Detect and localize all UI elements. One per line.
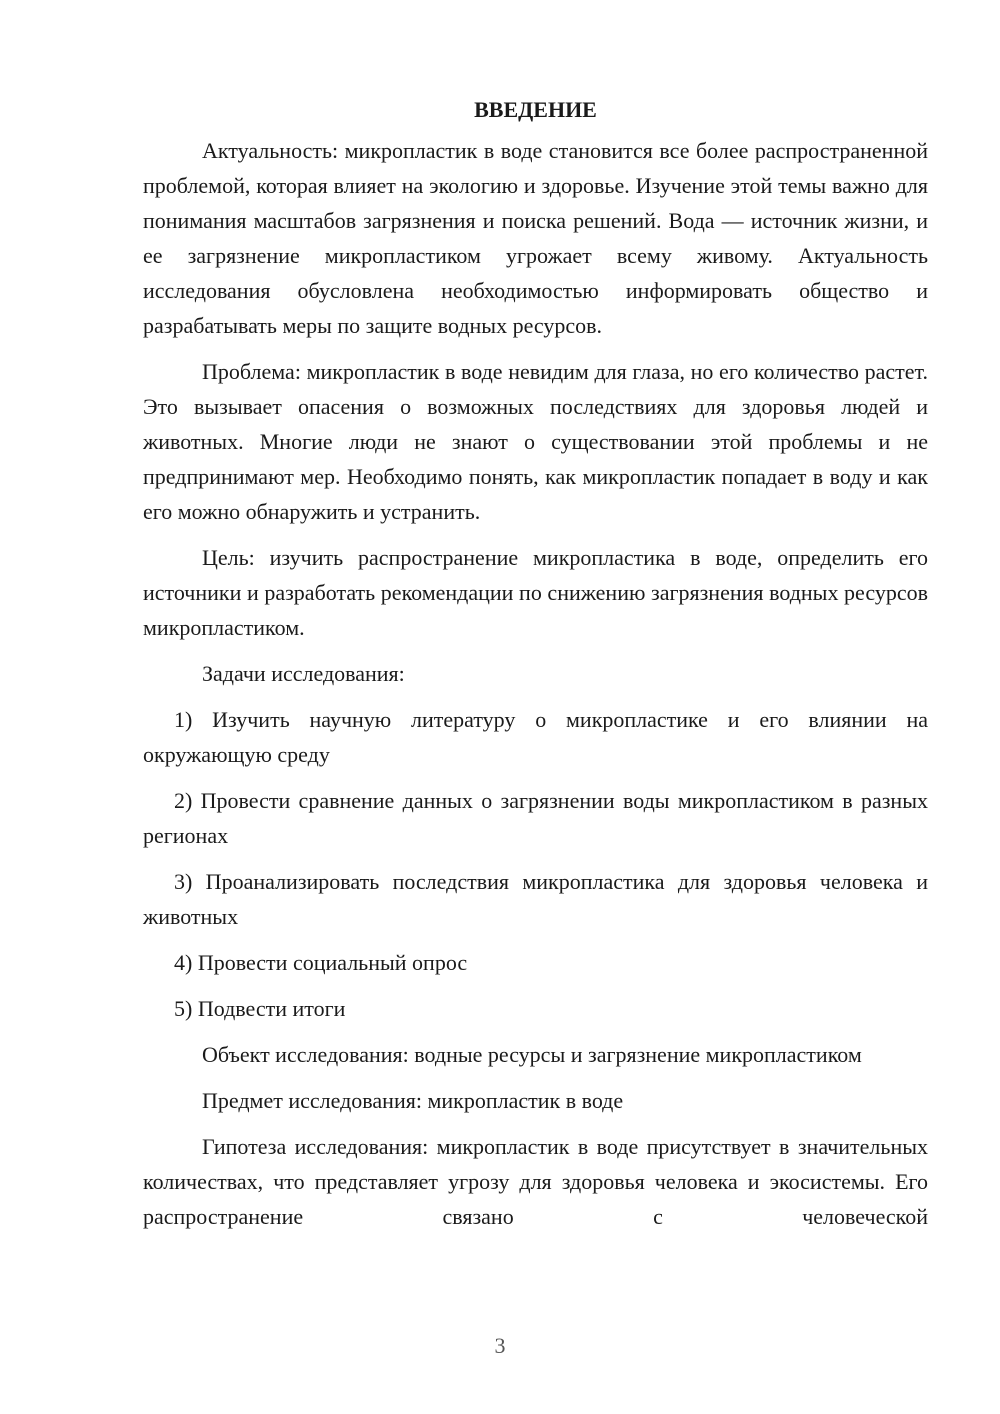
paragraph-subject: Предмет исследования: микропластик в воде bbox=[202, 1088, 624, 1113]
paragraph-hypothesis: Гипотеза исследования: микропластик в воде присутствует в значительных количествах, что представляет угрозу для здоровья человека и экосистемы. Его распространение связано с человеческой bbox=[143, 1134, 928, 1229]
tasks-heading: Задачи исследования: bbox=[202, 661, 405, 686]
paragraph-problem: Проблема: микропластик в воде невидим для глаза, но его количество растет. Это вызывает опасения о возможных последствиях для здоровья людей и животных. Многие люди не знают о существовании этой проблемы и не предпринимают мер. Необходимо понять, как микропластик попадает в воду и как его можно обнаружить и устранить. bbox=[143, 359, 928, 524]
task-item-3: 3) Проанализировать последствия микропластика для здоровья человека и животных bbox=[143, 869, 928, 929]
task-item-4: 4) Провести социальный опрос bbox=[174, 950, 468, 975]
paragraph-object: Объект исследования: водные ресурсы и загрязнение микропластиком bbox=[202, 1042, 862, 1067]
paragraph-goal: Цель: изучить распространение микропластика в воде, определить его источники и разработать рекомендации по снижению загрязнения водных ресурсов микропластиком. bbox=[143, 545, 928, 640]
section-heading: ВВЕДЕНИЕ bbox=[474, 97, 597, 122]
task-item-5: 5) Подвести итоги bbox=[174, 996, 346, 1021]
task-item-1: 1) Изучить научную литературу о микропластике и его влиянии на окружающую среду bbox=[143, 707, 928, 767]
paragraph-relevance: Актуальность: микропластик в воде становится все более распространенной проблемой, которая влияет на экологию и здоровье. Изучение этой темы важно для понимания масштабов загрязнения и поиска решений. Вода — источник жизни, и ее загрязнение микропластиком угрожает всему живому. Актуальность исследования обусловлена необходимостью информировать общество и разрабатывать меры по защите водных ресурсов. bbox=[143, 138, 928, 338]
task-item-2: 2) Провести сравнение данных о загрязнении воды микропластиком в разных регионах bbox=[143, 788, 928, 848]
document-page bbox=[143, 92, 928, 1245]
page-number: 3 bbox=[494, 1333, 506, 1358]
